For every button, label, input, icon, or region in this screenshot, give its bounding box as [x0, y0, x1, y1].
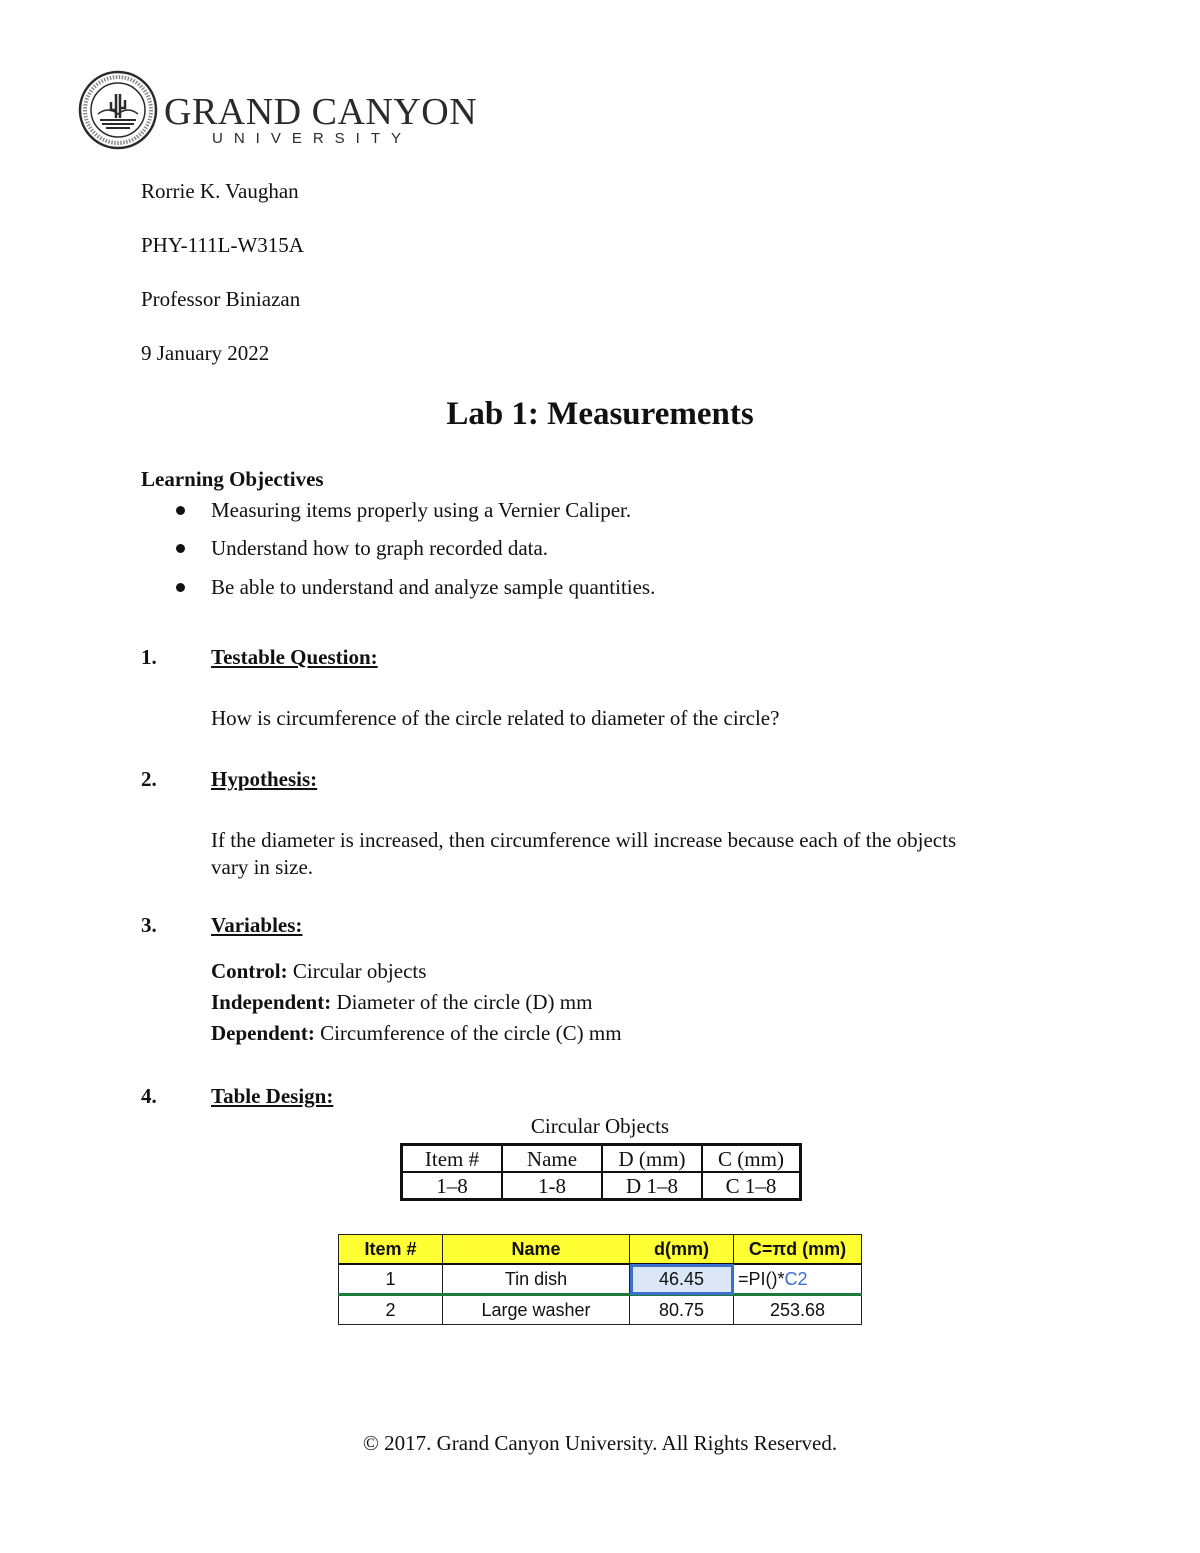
objective-item: Measuring items properly using a Vernier Caliper. — [211, 498, 632, 522]
report-date: 9 January 2022 — [141, 341, 270, 365]
section-number: 2. — [141, 767, 157, 791]
spreadsheet-header-cell[interactable]: C=πd (mm) — [734, 1235, 862, 1265]
bullet-icon — [176, 544, 185, 553]
copyright-footer: © 2017. Grand Canyon University. All Rights Reserved. — [362, 1431, 838, 1455]
section-heading-testable-question: Testable Question: — [211, 645, 378, 669]
variable-independent-value: Diameter of the circle (D) mm — [331, 990, 593, 1014]
hypothesis-text-line2: vary in size. — [211, 855, 314, 879]
professor-name: Professor Biniazan — [141, 287, 301, 311]
bullet-icon — [176, 506, 185, 515]
variable-control — [211, 957, 426, 985]
section-number: 3. — [141, 913, 157, 937]
spreadsheet-cell[interactable]: Large washer — [443, 1295, 630, 1325]
spreadsheet-table — [338, 1234, 862, 1325]
table-row — [402, 1172, 801, 1200]
spreadsheet-row — [339, 1264, 862, 1295]
spreadsheet-header-cell[interactable]: Name — [443, 1235, 630, 1265]
variable-independent-label: Independent: — [211, 990, 332, 1014]
bullet-icon — [176, 583, 185, 592]
table-header-cell: Item # — [402, 1145, 503, 1173]
spreadsheet-header-row — [339, 1235, 862, 1265]
table-header-cell: Name — [502, 1145, 602, 1173]
table-header-cell: C (mm) — [702, 1145, 801, 1173]
spreadsheet-cell-selected-reference[interactable]: 46.45 — [630, 1264, 734, 1295]
spreadsheet-formula-cell[interactable] — [734, 1264, 862, 1295]
table-header-row — [402, 1145, 801, 1173]
formula-cell-reference: C2 — [784, 1269, 808, 1289]
objective-item: Be able to understand and analyze sample quantities. — [211, 575, 656, 599]
section-number: 1. — [141, 645, 157, 669]
variable-independent — [211, 988, 592, 1016]
table-cell: C 1–8 — [702, 1172, 801, 1200]
spreadsheet-cell[interactable]: 2 — [339, 1295, 443, 1325]
student-name: Rorrie K. Vaughan — [141, 179, 299, 203]
objectives-heading: Learning Objectives — [141, 467, 324, 491]
table-cell: 1-8 — [502, 1172, 602, 1200]
hypothesis-text-line1: If the diameter is increased, then circumference will increase because each of the objects — [211, 828, 957, 852]
circular-objects-table — [400, 1143, 802, 1201]
spreadsheet-cell[interactable]: Tin dish — [443, 1264, 630, 1295]
course-code: PHY-111L-W315A — [141, 233, 304, 257]
logo-wordmark-line2: UNIVERSITY — [212, 130, 413, 147]
table-cell: D 1–8 — [602, 1172, 702, 1200]
section-heading-variables: Variables: — [211, 913, 303, 937]
logo-wordmark-line1: GRAND CANYON — [164, 91, 478, 133]
table-cell: 1–8 — [402, 1172, 503, 1200]
formula-function: =PI()* — [738, 1269, 785, 1289]
variable-dependent — [211, 1019, 622, 1047]
variable-control-label: Control: — [211, 959, 288, 983]
variable-dependent-value: Circumference of the circle (C) mm — [314, 1021, 622, 1045]
section-heading-table-design: Table Design: — [211, 1084, 334, 1108]
spreadsheet-row — [339, 1295, 862, 1325]
document-title: Lab 1: Measurements — [446, 396, 754, 432]
variable-control-value: Circular objects — [287, 959, 427, 983]
table-caption: Circular Objects — [530, 1114, 670, 1138]
testable-question-text: How is circumference of the circle related to diameter of the circle? — [211, 706, 780, 730]
spreadsheet-header-cell[interactable]: d(mm) — [630, 1235, 734, 1265]
university-logo — [78, 70, 478, 152]
spreadsheet-cell[interactable]: 253.68 — [734, 1295, 862, 1325]
spreadsheet-header-cell[interactable]: Item # — [339, 1235, 443, 1265]
spreadsheet-cell[interactable]: 1 — [339, 1264, 443, 1295]
university-seal-icon — [78, 70, 158, 150]
section-heading-hypothesis: Hypothesis: — [211, 767, 318, 791]
spreadsheet-cell[interactable]: 80.75 — [630, 1295, 734, 1325]
objective-item: Understand how to graph recorded data. — [211, 536, 549, 560]
section-number: 4. — [141, 1084, 157, 1108]
table-header-cell: D (mm) — [602, 1145, 702, 1173]
variable-dependent-label: Dependent: — [211, 1021, 315, 1045]
